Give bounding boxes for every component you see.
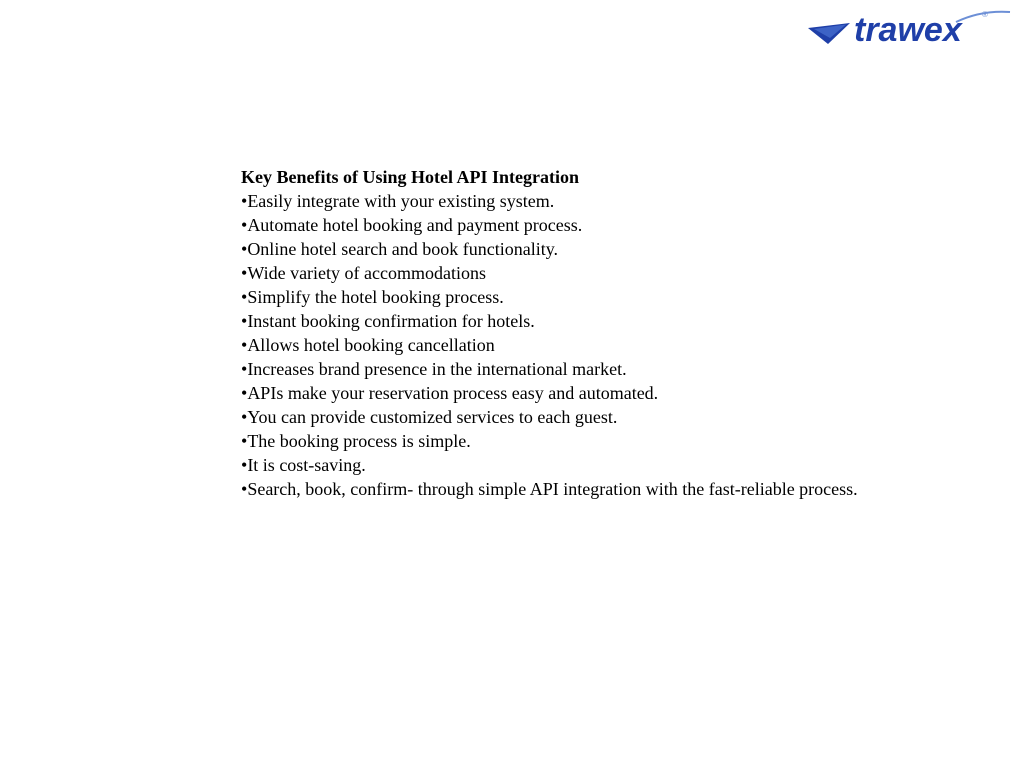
benefit-text: Increases brand presence in the international market.: [247, 359, 627, 379]
trawex-logo: [806, 8, 1012, 48]
bullet-icon: •: [241, 287, 248, 307]
benefit-item: [241, 309, 871, 333]
benefits-list: [241, 189, 871, 501]
benefit-text: You can provide customized services to each guest.: [247, 407, 618, 427]
benefit-text: The booking process is simple.: [247, 431, 471, 451]
benefit-item: [241, 261, 871, 285]
benefit-text: Allows hotel booking cancellation: [247, 335, 495, 355]
registered-mark: ®: [982, 10, 988, 19]
bullet-icon: •: [241, 239, 248, 259]
benefit-item: [241, 213, 871, 237]
bullet-icon: •: [241, 311, 248, 331]
benefit-item: [241, 189, 871, 213]
benefit-text: Instant booking confirmation for hotels.: [247, 311, 535, 331]
logo-wordmark: trawex: [854, 11, 962, 48]
benefit-item: [241, 357, 871, 381]
bullet-icon: •: [241, 431, 248, 451]
benefit-item: [241, 381, 871, 405]
benefit-text: Wide variety of accommodations: [247, 263, 487, 283]
benefit-text: Simplify the hotel booking process.: [247, 287, 504, 307]
benefit-item: [241, 405, 871, 429]
benefit-text: Online hotel search and book functionality.: [247, 239, 559, 259]
bullet-icon: •: [241, 335, 248, 355]
bullet-icon: •: [241, 383, 248, 403]
benefit-item: [241, 285, 871, 309]
benefit-text: Search, book, confirm- through simple API integration with the fast-reliable process.: [247, 479, 858, 499]
benefit-item: [241, 477, 871, 501]
bullet-icon: •: [241, 407, 248, 427]
bullet-icon: •: [241, 479, 248, 499]
benefits-section: [241, 165, 871, 501]
benefit-item: [241, 429, 871, 453]
bullet-icon: •: [241, 359, 248, 379]
benefit-text: APIs make your reservation process easy and automated.: [247, 383, 659, 403]
bullet-icon: •: [241, 215, 248, 235]
bullet-icon: •: [241, 263, 248, 283]
benefits-heading: Key Benefits of Using Hotel API Integration: [241, 167, 579, 187]
logo-mark: [806, 8, 1012, 48]
benefit-item: [241, 237, 871, 261]
benefit-text: It is cost-saving.: [247, 455, 366, 475]
benefit-item: [241, 333, 871, 357]
benefit-item: [241, 453, 871, 477]
bullet-icon: •: [241, 455, 248, 475]
bullet-icon: •: [241, 191, 248, 211]
benefit-text: Automate hotel booking and payment process.: [247, 215, 583, 235]
benefit-text: Easily integrate with your existing system.: [247, 191, 555, 211]
